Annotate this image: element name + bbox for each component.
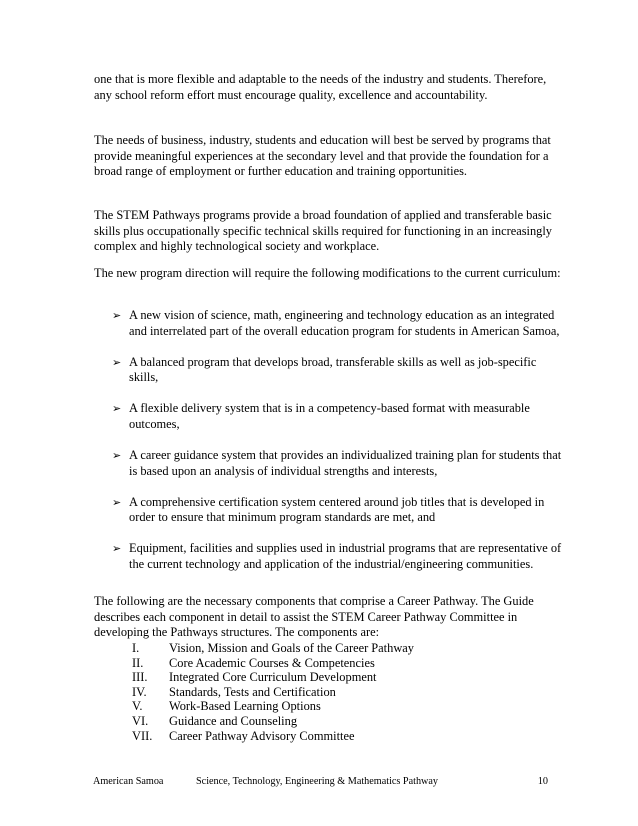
list-item [132, 656, 414, 671]
item-number: I. [132, 641, 140, 655]
paragraph-components-intro: The following are the necessary components that comprise a Career Pathway. The Guide describes each component in detail to assist the STEM Career Pathway Committee in developing the Pathways structures. The components are: [94, 594, 534, 640]
paragraph-stem-pathways: The STEM Pathways programs provide a broad foundation of applied and transferable basic skills plus occupationally specific technical skills required for functioning in an increasingly complex and highly technological society and workplace. [94, 208, 552, 254]
item-label: Career Pathway Advisory Committee [169, 728, 355, 743]
list-item [132, 699, 414, 714]
page-number: 10 [537, 776, 548, 787]
item-number: VII. [132, 728, 153, 743]
list-item [132, 685, 414, 700]
item-number: VI. [132, 713, 149, 728]
list-item-text: A career guidance system that provides an individualized training plan for students that is based upon an analysis of individual strengths and interests, [129, 448, 562, 478]
list-item [112, 308, 564, 339]
list-item [132, 714, 414, 729]
list-item [112, 401, 564, 432]
list-item [112, 448, 564, 479]
list-item-text: Equipment, facilities and supplies used in industrial programs that are representative of the current technology and application of the industrial/engineering communities. [129, 541, 562, 572]
item-number: V. [132, 699, 143, 714]
right-arrow-icon: ➢ [112, 542, 122, 556]
list-item [132, 670, 414, 685]
right-arrow-icon: ➢ [112, 449, 122, 463]
footer-organization: American Samoa [93, 776, 164, 787]
item-number: IV. [132, 684, 147, 699]
list-item [132, 641, 414, 656]
list-item [112, 495, 564, 526]
right-arrow-icon: ➢ [112, 495, 122, 509]
list-item-text: A comprehensive certification system centered around job titles that is developed in order to ensure that minimum program standards are met, and [129, 494, 545, 525]
components-list [132, 641, 414, 743]
item-number: III. [132, 670, 148, 685]
list-item [132, 729, 414, 744]
right-arrow-icon: ➢ [112, 309, 122, 322]
item-label: Core Academic Courses & Competencies [169, 655, 375, 670]
item-label: Work-Based Learning Options [169, 699, 321, 714]
item-label: Standards, Tests and Certification [169, 684, 336, 699]
item-label: Integrated Core Curriculum Development [169, 670, 377, 685]
right-arrow-icon: ➢ [112, 355, 122, 369]
list-item [112, 355, 564, 386]
paragraph-program-direction: The new program direction will require the following modifications to the current curriculum: [94, 266, 561, 280]
paragraph-needs-of-business: The needs of business, industry, students and education will best be served by programs that provide meaningful experiences at the secondary level and that provide the foundation for a broad range of employment or further education and training opportunities. [94, 133, 551, 179]
paragraph-school-reform: one that is more flexible and adaptable to the needs of the industry and students. Therefore, any school reform effort must encourage quality, excellence and accountability. [94, 72, 547, 102]
footer-title: Science, Technology, Engineering & Mathematics Pathway [196, 776, 439, 787]
item-number: II. [132, 655, 144, 670]
list-item-text: A new vision of science, math, engineering and technology education as an integrated and interrelated part of the overall education program for students in American Samoa, [129, 308, 560, 338]
right-arrow-icon: ➢ [112, 402, 122, 416]
list-item [112, 541, 564, 572]
modifications-list [112, 308, 564, 588]
list-item-text: A balanced program that develops broad, transferable skills as well as job-specific skills, [129, 354, 537, 385]
item-label: Guidance and Counseling [169, 713, 298, 728]
item-label: Vision, Mission and Goals of the Career Pathway [169, 641, 414, 655]
list-item-text: A flexible delivery system that is in a competency-based format with measurable outcomes, [129, 401, 530, 431]
